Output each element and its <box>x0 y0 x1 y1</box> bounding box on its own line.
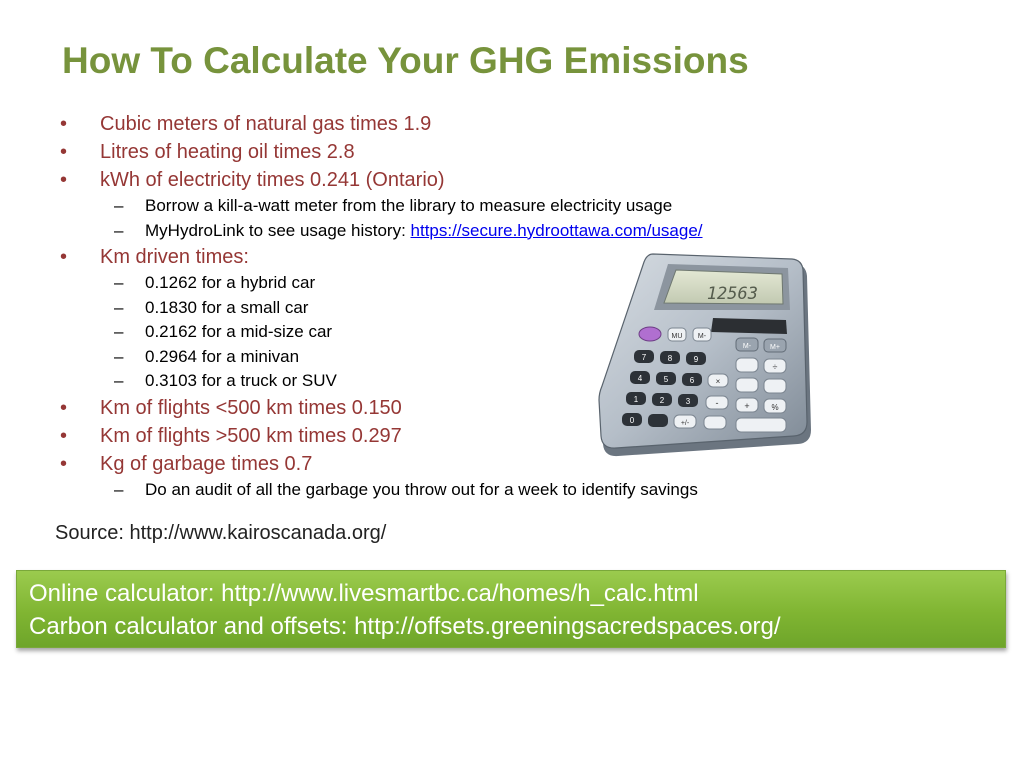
solar-panel <box>711 318 787 334</box>
bullet-mark: • <box>60 396 68 419</box>
calc-key-label: 9 <box>693 355 699 364</box>
calc-key <box>736 378 758 392</box>
bullet-mark: • <box>60 113 68 135</box>
calc-key <box>764 379 786 393</box>
calc-key-label: 3 <box>685 397 691 406</box>
sub-list-item <box>56 194 856 219</box>
bullet-text: kWh of electricity times 0.241 (Ontario) <box>100 169 445 191</box>
dash-mark: – <box>114 346 124 366</box>
sub-bullet-text: Borrow a kill-a-watt meter from the library to measure electricity usage <box>145 196 673 215</box>
dash-mark: – <box>114 273 124 292</box>
calc-key-label: M- <box>742 343 752 350</box>
dash-mark: – <box>114 196 124 215</box>
bullet-text: Litres of heating oil times 2.8 <box>100 141 355 163</box>
source-citation: Source: http://www.kairoscanada.org/ <box>55 522 387 544</box>
bullet-text: Km of flights <500 km times 0.150 <box>100 396 402 419</box>
dash-mark: – <box>114 220 124 240</box>
calc-key-label: - <box>715 398 719 408</box>
calc-key-label: 8 <box>667 354 673 363</box>
calculator-display-digits: 12563 <box>706 284 758 304</box>
calculator-display <box>654 264 790 310</box>
calculator-callout-box <box>16 570 1006 648</box>
calc-key-label: +/- <box>680 420 690 427</box>
hydro-usage-link[interactable]: https://secure.hydroottawa.com/usage/ <box>410 220 703 240</box>
bullet-text: Kg of garbage times 0.7 <box>100 452 313 475</box>
sub-bullet-text: 0.3103 for a truck or SUV <box>145 371 337 390</box>
bullet-text: Km driven times: <box>100 246 249 268</box>
calc-key-label: M- <box>697 333 707 340</box>
bullet-mark: • <box>60 169 68 191</box>
calc-key <box>736 418 786 432</box>
dash-mark: – <box>114 297 124 317</box>
list-item <box>56 110 856 138</box>
carbon-offsets-line: Carbon calculator and offsets: http://offsets.greeningsacredspaces.org/ <box>29 613 781 640</box>
calc-key-label: × <box>715 377 721 386</box>
dash-mark: – <box>114 322 124 341</box>
sub-bullet-text: 0.2162 for a mid-size car <box>145 322 333 341</box>
dash-mark: – <box>114 479 124 499</box>
sub-bullet-text: 0.2964 for a minivan <box>145 346 300 366</box>
calc-key-label: % <box>771 403 779 412</box>
list-item <box>56 138 856 166</box>
power-key <box>639 327 661 341</box>
sub-bullet-text: 0.1830 for a small car <box>145 297 309 317</box>
calc-key-label: 6 <box>689 376 695 385</box>
bullet-mark: • <box>60 452 68 475</box>
bullet-text: Cubic meters of natural gas times 1.9 <box>100 113 432 135</box>
list-item <box>56 166 856 194</box>
calc-key-label: ÷ <box>772 362 778 372</box>
calc-key-label: 5 <box>663 375 669 384</box>
bullet-mark: • <box>60 424 68 447</box>
calc-key-label: 0 <box>629 416 635 425</box>
calc-key <box>704 416 726 429</box>
bullet-mark: • <box>60 246 68 268</box>
slide-title: How To Calculate Your GHG Emissions <box>62 40 749 81</box>
online-calculator-line: Online calculator: http://www.livesmartbc.ca/homes/h_calc.html <box>29 580 699 607</box>
bullet-mark: • <box>60 141 68 163</box>
sub-list-item <box>56 478 856 503</box>
calculator-image <box>598 250 813 460</box>
sub-bullet-text: Do an audit of all the garbage you throw out for a week to identify savings <box>145 479 698 499</box>
sub-bullet-text: MyHydroLink to see usage history: <box>145 220 411 240</box>
calc-key-label: 7 <box>641 353 647 362</box>
calc-key-label: 4 <box>637 374 643 383</box>
calc-key <box>648 414 668 427</box>
sub-list-item <box>56 219 856 244</box>
calc-key-label: 1 <box>633 395 639 404</box>
calc-key-label: MU <box>671 333 683 340</box>
calc-key <box>736 358 758 372</box>
calc-key-label: 2 <box>659 396 665 405</box>
sub-bullet-text: 0.1262 for a hybrid car <box>145 273 316 292</box>
calc-key-label: + <box>744 401 750 411</box>
bullet-text: Km of flights >500 km times 0.297 <box>100 424 402 447</box>
dash-mark: – <box>114 371 124 390</box>
calc-key-label: M+ <box>770 344 780 351</box>
